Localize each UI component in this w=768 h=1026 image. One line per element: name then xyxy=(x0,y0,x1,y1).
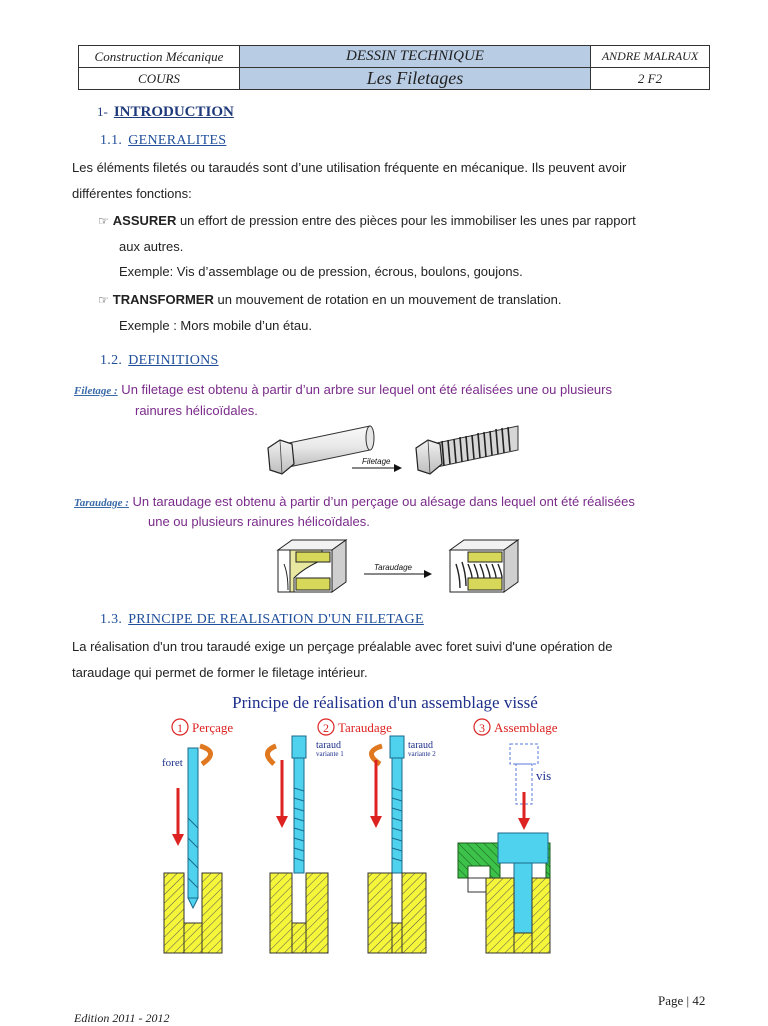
principe-line-1: La réalisation d'un trou taraudé exige un perçage préalable avec foret suivi d'une opération de xyxy=(72,639,613,654)
bullet-assurer-line-2: aux autres. xyxy=(119,239,184,254)
section-1-3-heading: 1.3. PRINCIPE DE REALISATION D'UN FILETAGE xyxy=(100,612,424,627)
header-table xyxy=(78,45,710,90)
filetage-arrow xyxy=(352,457,402,472)
step-taraudage-variant-2 xyxy=(368,736,436,953)
filetage-figure-label: Filetage xyxy=(362,457,391,466)
foret-label: foret xyxy=(162,757,183,769)
vis-label: vis xyxy=(536,768,552,783)
feed-arrow-icon xyxy=(172,834,184,846)
intro-line-1: Les éléments filetés ou taraudés sont d’une utilisation fréquente en mécanique. Ils peuvent avoir xyxy=(72,160,627,175)
step-percage xyxy=(162,719,233,953)
rotation-arrow-icon xyxy=(200,746,211,764)
step-2-label: Taraudage xyxy=(338,720,392,735)
intro-line-2: différentes fonctions: xyxy=(72,186,192,201)
workpiece-2 xyxy=(270,873,328,953)
bullet-assurer-example: Exemple: Vis d’assemblage ou de pression, écrous, boulons, goujons. xyxy=(119,264,523,279)
feed-arrow-icon xyxy=(518,818,530,830)
section-1-1-heading: 1.1. GENERALITES xyxy=(100,133,227,148)
bullet-transformer: ☞ TRANSFORMER un mouvement de rotation en un mouvement de translation. xyxy=(98,292,562,307)
figure-title: Principe de réalisation d'un assemblage vissé xyxy=(232,693,538,712)
tap-head xyxy=(292,736,306,758)
step-1-label: Perçage xyxy=(192,720,234,735)
assembled-parts xyxy=(458,833,550,953)
filetage-definition: Filetage : Un filetage est obtenu à partir d’un arbre sur lequel ont été réalisées une ou plusieurs xyxy=(74,382,612,397)
rotation-arrow-icon xyxy=(267,746,276,764)
section-1-heading: 1- INTRODUCTION xyxy=(97,104,234,120)
taraudage-definition-line-2: une ou plusieurs rainures hélicoïdales. xyxy=(148,514,370,529)
page-number: Page | 42 xyxy=(658,993,706,1008)
assemblage-figure xyxy=(150,688,620,968)
taraudage-arrow xyxy=(364,563,432,578)
pointing-hand-icon: ☞ xyxy=(98,214,109,228)
variant-2-label: variante 2 xyxy=(408,750,436,758)
edition-label: Edition 2011 - 2012 xyxy=(74,1011,170,1025)
bullet-transformer-example: Exemple : Mors mobile d’un étau. xyxy=(119,318,312,333)
tapped-block xyxy=(450,540,518,592)
step-3-number: 3 xyxy=(479,721,485,735)
feed-arrow-icon xyxy=(370,816,382,828)
bullet-assurer: ☞ ASSURER un effort de pression entre des pièces pour les immobiliser les unes par rapport xyxy=(98,213,636,228)
workpiece-3 xyxy=(368,873,426,953)
header-school: ANDRE MALRAUX xyxy=(591,46,710,68)
threaded-rod xyxy=(416,426,518,474)
header-cours: COURS xyxy=(79,68,240,90)
step-3-label: Assemblage xyxy=(494,720,558,735)
header-doc-type: DESSIN TECHNIQUE xyxy=(240,46,591,68)
blank-rod xyxy=(268,426,374,474)
tap-body-2 xyxy=(392,758,402,873)
principe-line-2: taraudage qui permet de former le filetage intérieur. xyxy=(72,665,368,680)
taraudage-figure xyxy=(274,534,522,600)
tap-head-2 xyxy=(390,736,404,758)
step-assemblage xyxy=(458,719,558,953)
variant-1-label: variante 1 xyxy=(316,750,344,758)
header-subject: Construction Mécanique xyxy=(79,46,240,68)
blank-block xyxy=(278,540,346,592)
step-1-number: 1 xyxy=(177,721,183,735)
taraud-label-1: taraud xyxy=(316,740,341,751)
pointing-hand-icon: ☞ xyxy=(98,293,109,307)
header-title: Les Filetages xyxy=(240,68,591,90)
taraud-label-2: taraud xyxy=(408,740,433,751)
filetage-definition-line-2: rainures hélicoïdales. xyxy=(135,403,258,418)
step-2-number: 2 xyxy=(323,721,329,735)
taraudage-definition: Taraudage : Un taraudage est obtenu à partir d’un perçage ou alésage dans lequel ont été réalisées xyxy=(74,494,635,509)
tap-body-1 xyxy=(294,758,304,873)
filetage-figure xyxy=(262,418,522,488)
taraudage-figure-label: Taraudage xyxy=(374,563,412,572)
header-class: 2 F2 xyxy=(591,68,710,90)
section-1-2-heading: 1.2. DEFINITIONS xyxy=(100,353,219,368)
feed-arrow-icon xyxy=(276,816,288,828)
